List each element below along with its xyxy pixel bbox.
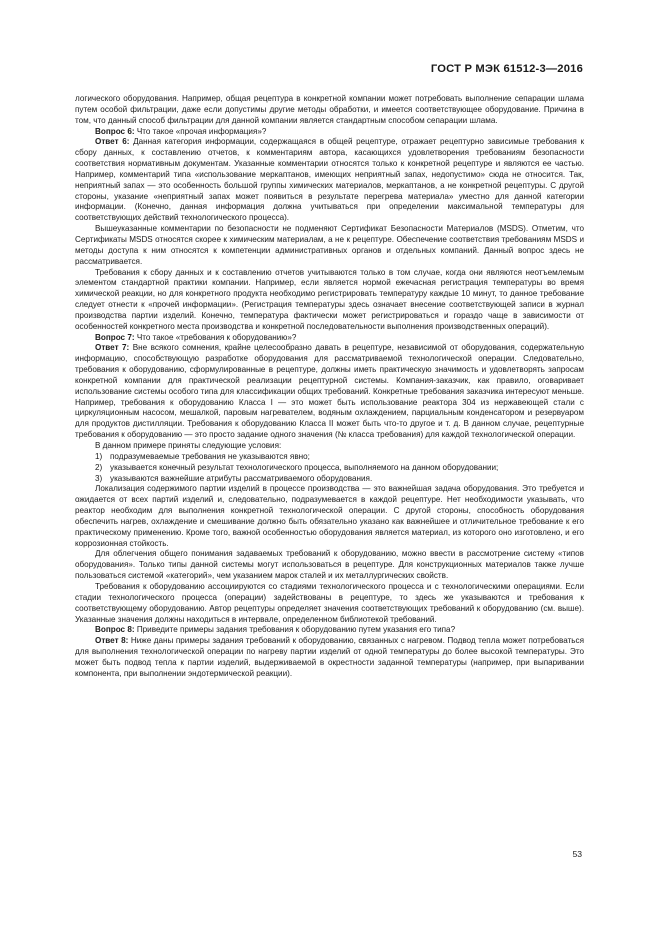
condition-text: подразумеваемые требования не указываются явно; [110,451,310,461]
qa-label: Вопрос 7: [95,332,135,342]
condition-number: 3) [95,473,103,483]
condition-item [75,463,584,474]
qa-paragraph [75,137,584,224]
condition-number: 2) [95,462,103,472]
page-number: 53 [572,849,582,859]
qa-label: Ответ 8: [95,636,129,646]
qa-text: Что такое «требования к оборудованию»? [134,332,297,342]
paragraph-group-1 [75,94,584,452]
condition-text: указывается конечный результат технологического процесса, выполняемого на данном оборудовании; [110,462,499,472]
paragraph: В данном примере приняты следующие условия: [95,441,282,450]
condition-item [75,474,584,485]
qa-paragraph [75,333,584,344]
qa-label: Вопрос 6: [95,126,135,136]
qa-text: Приведите примеры задания требования к оборудованию путем указания его типа? [134,625,456,635]
paragraph: Требования к оборудованию ассоциируются со стадиями технологического процесса и с технологическими операциями. Если стадии технологического процесса (операции) задействованы в рецептуре, то здесь же указываются и требования к соответствующему оборудованию. Автор рецептуры определяет значения соответствующих требований к оборудованию (см. выше). Указанные значения должны находиться в интервале, определенном библиотекой требований. [75,581,584,624]
qa-paragraph [75,127,584,138]
qa-paragraph [75,636,584,679]
condition-text: указываются важнейшие атрибуты рассматриваемого оборудования. [110,473,373,483]
qa-label: Ответ 7: [95,343,130,353]
paragraph: Локализация содержимого партии изделий в процессе производства — это важнейшая задача оборудования. Это требуется и ожидается от всех партий изделий и, следовательно, подразумевается в каждой рецептуре. Нет необходимости указывать, что реактор необходим для выполнения конкретной технологической операции. С другой стороны, способность оборудования обеспечить нагрев, охлаждение и смешивание должно быть обязательно указано как важнейшее и отличительное требование к его практическому применению. Кроме того, важной особенностью оборудования является материал, из которого оно изготовлено, и его коррозионная стойкость. [75,484,584,548]
qa-text: Ниже даны примеры задания требований к оборудованию, связанных с нагревом. Подвод тепла может потребоваться для выполнения технологической операции по нагреву партии изделий от одной температуры до более высокой температуры. Это может быть подвод тепла к партии изделий, выдерживаемой в окрестности заданной температуры (например, при выпаривании компонента, при выполнении эндотермической реакции). [75,636,585,678]
qa-text: Что такое «прочая информация»? [134,126,267,136]
conditions-list [75,452,584,485]
paragraph: Вышеуказанные комментарии по безопасности не подменяют Сертификат Безопасности Материалов (MSDS). Отметим, что Сертификаты MSDS относятся скорее к химическим материалам, а не к рецептуре. Обеспечение соответствия требованиям MSDS и методы доступа к ним относятся к компетенции административных органов и отдельных компаний. Данный вопрос здесь не рассматривается. [75,224,584,266]
qa-paragraph [75,625,584,636]
qa-label: Вопрос 8: [95,625,135,635]
qa-text: Данная категория информации, содержащаяся в общей рецептуре, отражает рецептурно зависимые требования к сбору данных, к составлению отчетов, к комментариям автора, касающихся удовлетворения требованиям безопасности соответствия нормативным документам. Указанные комментарии относятся только к конкретной рецептуре и являются ее частью. Например, комментарий типа «использование меркаптанов, имеющих неприятный запах, недопустимо» сюда не относится. Так, неприятный запах — это особенность большой группы химических материалов, меркаптанов, а не конкретной рецептуры. С другой стороны, указание «неприятный запах может появиться в результате перегрева материала» уместно для данной категории информации. (Конечно, данная информация должна учитываться при определении максимальной температуры для соответствующих действий технологического процесса). [75,137,584,223]
condition-item [75,452,584,463]
qa-paragraph [75,343,584,441]
paragraph: Для облегчения общего понимания задаваемых требований к оборудованию, можно ввести в рассмотрение систему «типов оборудования». Только типы данной системы могут использоваться в рецептуре. Для конструкционных материалов также лучше пользоваться системой «категорий», чем указанием марок сталей и их металлургических свойств. [75,549,584,581]
standard-designation: ГОСТ Р МЭК 61512-3—2016 [430,63,583,75]
qa-text: Вне всякого сомнения, крайне целесообразно давать в рецептуре, независимой от оборудования, содержательную информацию, способствующую разработке оборудования для рассматриваемой технологической операции. Следовательно, требования к оборудованию, сформулированные в рецептуре, должны иметь практическую значимость и удовлетворять запросам конкретной компании для практической реализации рецептурной системы. Компания-заказчик, как правило, оговаривает использование системы особого типа для классификации общих требований. Конкретные требования заказчика интересуют меньше. Например, требования к оборудованию Класса I — это может быть использование реактора 304 из нержавеющей стали с циркуляционным насосом, мешалкой, паровым нагревателем, водяным охлаждением, парциальным конденсатором и резервуаром для продуктов дистилляции. Требования к оборудованию Класса II может быть что-то другое и т. д. В данном случае, рецептурные требования к оборудованию — это просто задание одного значения (№ класса требования) для каждой технологической операции. [75,343,584,440]
paragraph: Требования к сбору данных и к составлению отчетов учитываются только в том случае, когда они являются неотъемлемым элементом стандартной практики компании. Например, если является нормой ежечасная регистрация температуры во время химической реакции, но для конкретного продукта необходимо регистрировать температуру каждые 10 минут, то данное требование следует отнести к «прочей информации». (Регистрация температуры здесь означает внесение соответствующей записи в журнал производства партии изделий. Конечно, температура фактически может регистрироваться и гораздо чаще в зависимости от особенностей конкретного места производства и конкретной последовательности выполнения производственных операций). [75,267,584,331]
paragraph-group-2 [75,484,584,679]
document-body [75,94,584,680]
condition-number: 1) [95,451,103,461]
paragraph: логического оборудования. Например, общая рецептура в конкретной компании может потребовать выполнение сепарации шлама путем особой фильтрации, даже если допустимы другие методы обработки, и имеется соответствующее оборудование. Причина в том, что данный способ фильтрации для данной компании является стандартным способом сепарации шлама. [75,94,584,125]
qa-label: Ответ 6: [95,137,130,147]
